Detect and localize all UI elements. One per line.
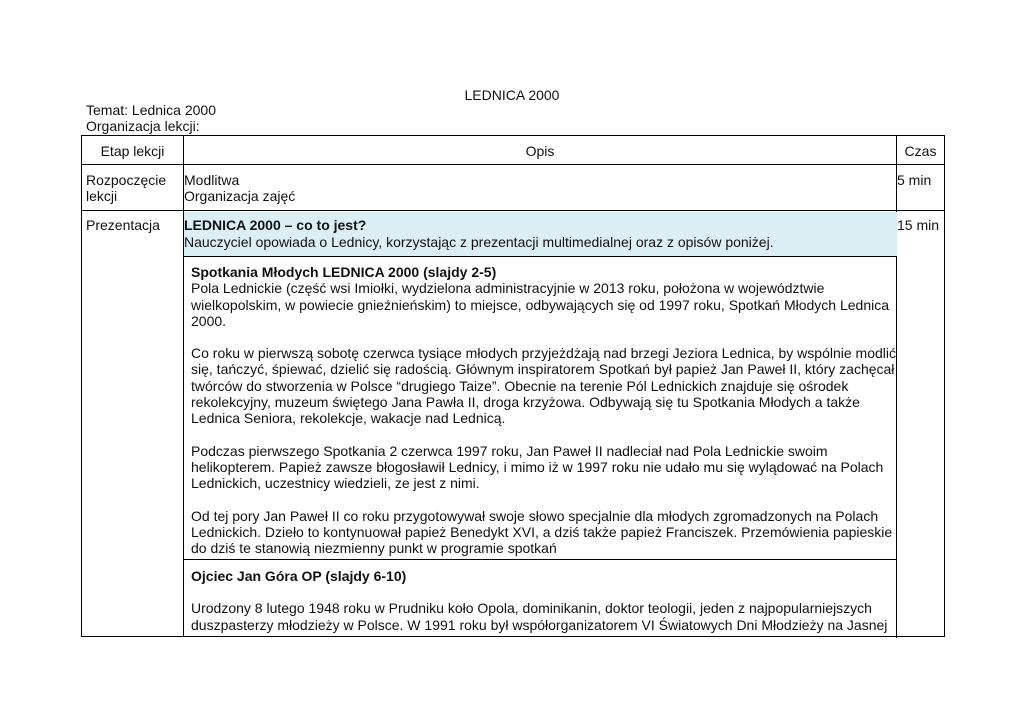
- row1-divider: [82, 210, 944, 211]
- section-jan-gora: [184, 568, 897, 638]
- row2-stage: Prezentacja: [86, 217, 160, 233]
- page-title: LEDNICA 2000: [464, 87, 560, 103]
- section-spotkania-title: Spotkania Młodych LEDNICA 2000 (slajdy 2-5): [191, 264, 497, 280]
- row1-time: 5 min: [897, 172, 932, 188]
- lesson-topic: Temat: Lednica 2000: [86, 102, 216, 118]
- row1-stage-line2: lekcji: [86, 188, 118, 204]
- section-spotkania-p3: Podczas pierwszego Spotkania 2 czerwca 1997 roku, Jan Paweł II nadleciał nad Pola Lednickie swoim helikopterem. Papież zawsze błogosławił Lednicy, i mimo iż w 1997 roku nie udało mu się wylądować na Polach Lednickich, uczestnicy wiedzieli, ze jest z nimi.: [191, 442, 884, 492]
- section-spotkania: [184, 264, 897, 572]
- lesson-organization-label: Organizacja lekcji:: [86, 118, 200, 134]
- section-spotkania-p4: Od tej pory Jan Paweł II co roku przygotowywał swoje słowo specjalnie dla młodych zgromadzonych na Polach Lednickich. Dzieło to kontynuował papież Benedykt XVI, a dziś także papież Franciszek. Przemówienia papieskie do dziś te stanowią niezmienny punkt w programie spotkań: [191, 507, 893, 557]
- intro-title: LEDNICA 2000 – co to jest?: [184, 217, 367, 233]
- presentation-content: [184, 257, 897, 638]
- section-jan-gora-title: Ojciec Jan Góra OP (slajdy 6-10): [191, 568, 407, 584]
- section-jan-gora-p1: Urodzony 8 lutego 1948 roku w Prudniku koło Opola, dominikanin, doktor teologii, jeden z najpopularniejszych duszpasterzy młodzieży w Polsce. W 1991 roku był współorganizatorem VI Światowych Dni Młodzieży na Jasnej: [191, 600, 888, 633]
- row1-desc-line2: Organizacja zajęć: [184, 188, 296, 204]
- header-stage: Etap lekcji: [100, 143, 165, 159]
- section-spotkania-p1: Pola Lednickie (część wsi Imiołki, wydzielona administracyjnie w 2013 roku, położona w województwie wielkopolskim, w powiecie gnieźnieńskim) to miejsce, odbywających się od 1997 roku, Spotkań Młodych Lednica 2000.: [191, 280, 890, 329]
- section-spotkania-p2: Co roku w pierwszą sobotę czerwca tysiące młodych przyjeżdżają nad brzegi Jeziora Lednica, by wspólnie modlić się, tańczyć, śpiewać, dzielić się radością. Głównym inspiratorem Spotkań był papież Jan Paweł II, który zachęcał twórców do stworzenia w Polsce “drugiego Taize”. Obecnie na terenie Pól Lednickich znajduje się ośrodek rekolekcyjny, muzeum świętego Jana Pawła II, droga krzyżowa. Odbywają się tu Spotkania Młodych a także Lednica Seniora, rekolekcje, wakacje nad Lednicą.: [191, 345, 896, 427]
- section-divider: [184, 559, 897, 560]
- header-description: Opis: [525, 143, 555, 159]
- header-divider: [82, 164, 944, 165]
- header-time: Czas: [904, 143, 937, 159]
- row1-stage-line1: Rozpoczęcie: [86, 172, 167, 188]
- row1-desc-line1: Modlitwa: [184, 172, 240, 188]
- row2-time: 15 min: [897, 217, 940, 233]
- intro-text: Nauczyciel opowiada o Lednicy, korzystając z prezentacji multimedialnej oraz z opisów poniżej.: [184, 234, 774, 250]
- lesson-plan-table: [81, 135, 945, 637]
